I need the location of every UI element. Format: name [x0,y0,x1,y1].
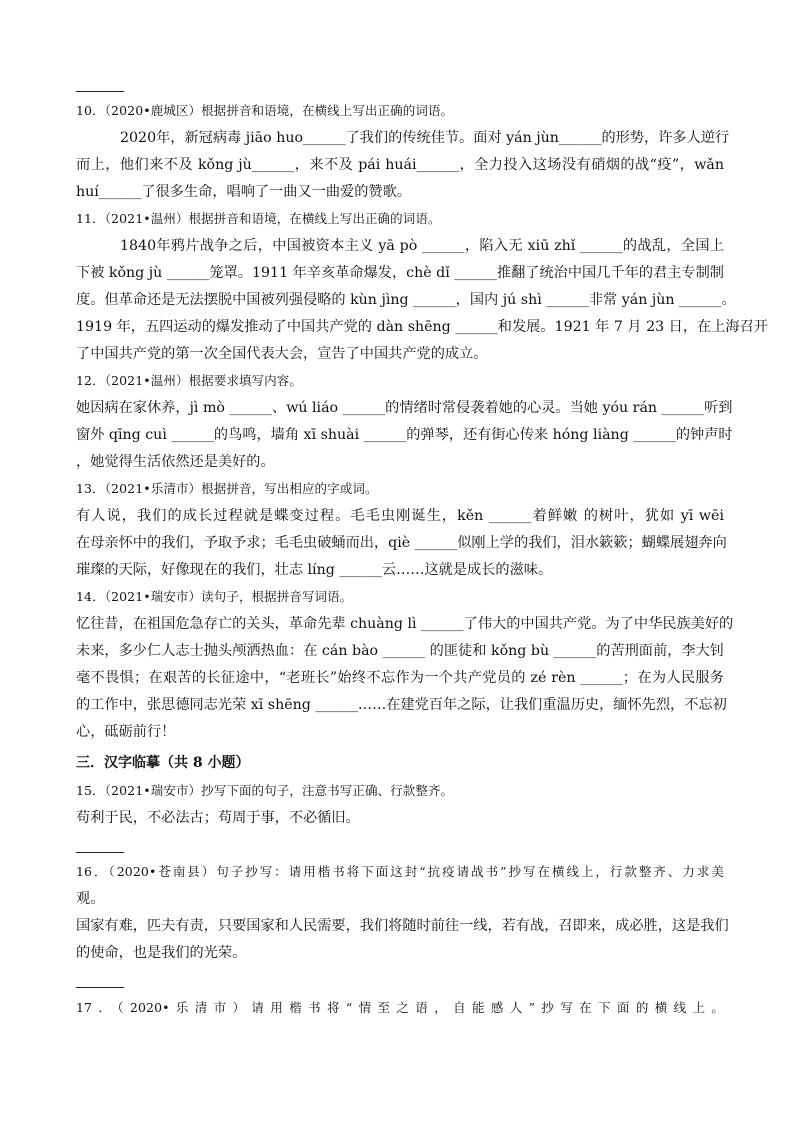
question-12-text: ，她觉得生活依然还是美好的。 [76,454,275,470]
question-11-text: 了中国共产党的第一次全国代表大会，宣告了中国共产党的成立。 [76,346,488,362]
question-12-text: 窗外 qīng cuì ______的鸟鸣，墙角 xī shuài ______的弹琴，还有街心传来 hóng liàng ______的钟声时 [76,427,733,443]
answer-line [76,91,124,92]
question-17-prompt: 17．（2020•乐清市）请用楷书将“情至之语，自能感人”抄写在下面的横线上。 [76,1000,724,1015]
question-10-text: 2020年，新冠病毒 jiāo huo______了我们的传统佳节。面对 yán jùn______的形势，许多人逆行 [120,130,730,146]
question-11-text: 1919 年，五四运动的爆发推动了中国共产党的 dàn shēng ______和发展。1921 年 7 月 23 日，在上海召开 [76,319,768,335]
question-13-prompt: 13．（2021•乐清市）根据拼音，写出相应的字或词。 [76,481,378,496]
question-12-text: 她因病在家休养，jì mò ______、wú liáo ______的情绪时常侵袭着她的心灵。当她 yóu rán ______听到 [76,400,733,416]
question-14-text: 未来，多少仁人志士抛头颅洒热血：在 cán bào ______ 的匪徒和 kǒng bù ______的苦刑面前，李大钊 [76,643,724,659]
question-13-text: 有人说，我们的成长过程就是蝶变过程。毛毛虫刚诞生，kěn ______着鲜嫩 的树叶，犹如 yī wēi [76,508,724,524]
question-16-text: 观。 [76,891,105,907]
question-15-prompt: 15．（2021•瑞安市）抄写下面的句子，注意书写正确、行款整齐。 [76,783,454,798]
question-15-text: 苟利于民，不必法古；苟周于事，不必循旧。 [76,810,360,826]
question-14-text: 的工作中，张思德同志光荣 xī shēng ______……在建党百年之际，让我们重温历史，缅怀先烈，不忘初 [76,697,727,713]
question-14-text: 心，砥砺前行！ [76,724,176,740]
question-14-prompt: 14．（2021•瑞安市）读句子，根据拼音写词语。 [76,589,353,604]
question-11-text: 1840年鸦片战争之后，中国被资本主义 yā pò ______，陷入无 xiū zhǐ ______的战乱，全国上 [120,238,724,254]
question-11-text: 下被 kǒng jù ______笼罩。1911 年辛亥革命爆发，chè dǐ ______推翻了统治中国几千年的君主专制制 [76,265,724,281]
question-16-text: 的使命，也是我们的光荣。 [76,945,247,961]
question-10-text: huí______了很多生命，唱响了一曲又一曲爱的赞歌。 [76,184,411,200]
question-16-prompt: 16．（2020•苍南县）句子抄写：请用楷书将下面这封“抗疫请战书”抄写在横线上，行款整齐、力求美 [76,864,724,879]
question-14-text: 毫不畏惧；在艰苦的长征途中，“老班长”始终不忘作为一个共产党员的 zé rèn ______；在为人民服务 [76,670,724,686]
answer-line [76,987,124,988]
question-10-prompt: 10．（2020•鹿城区）根据拼音和语境，在横线上写出正确的词语。 [76,103,454,118]
question-11-text: 度。但革命还是无法摆脱中国被列强侵略的 kùn jìng ______，国内 jú shì ______非常 yán jùn ______。 [76,292,736,308]
question-12-prompt: 12．（2021•温州）根据要求填写内容。 [76,373,302,388]
question-16-text: 国家有难，匹夫有责，只要国家和人民需要，我们将随时前往一线，若有战，召即来，成必胜，这是我们 [76,918,729,934]
section-heading: 三．汉字临摹（共 8 小题） [76,755,250,771]
question-13-text: 璀璨的天际，好像现在的我们，壮志 líng ______云……这就是成长的滋味。 [76,562,553,578]
question-11-prompt: 11．（2021•温州）根据拼音和语境，在横线上写出正确的词语。 [76,211,441,226]
question-10-text: 而上，他们来不及 kǒng jù______，来不及 pái huái______，全力投入这场没有硝烟的战“疫”，wǎn [76,157,724,173]
question-13-text: 在母亲怀中的我们，予取予求；毛毛虫破蛹而出，qiè ______似刚上学的我们，泪水簌簌；蝴蝶展翅奔向 [76,535,727,551]
answer-line [76,852,124,853]
question-14-text: 忆往昔，在祖国危急存亡的关头，革命先辈 chuàng lì ______了伟大的中国共产党。为了中华民族美好的 [76,616,734,632]
